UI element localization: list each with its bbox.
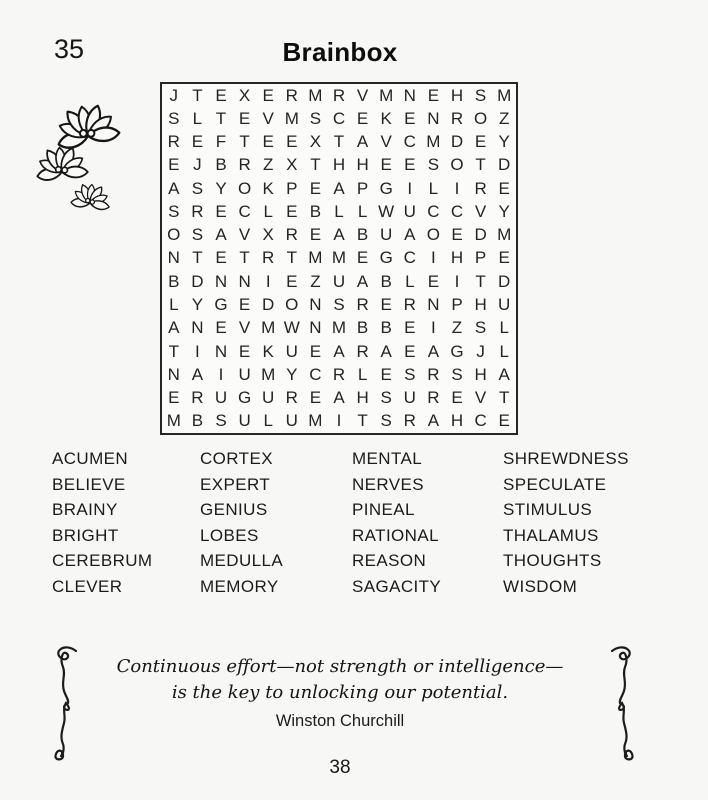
word-list-column bbox=[352, 446, 503, 599]
grid-cell[interactable]: A bbox=[498, 364, 510, 384]
grid-cell[interactable]: R bbox=[332, 85, 346, 105]
grid-cell[interactable]: E bbox=[309, 388, 322, 408]
word-list-item: MENTAL bbox=[352, 449, 423, 468]
grid-cell[interactable]: Z bbox=[499, 108, 510, 128]
grid-cell[interactable]: N bbox=[214, 271, 228, 291]
grid-cell[interactable]: A bbox=[356, 271, 369, 291]
grid-cell[interactable]: L bbox=[334, 201, 344, 221]
grid-cell[interactable]: O bbox=[237, 178, 252, 198]
grid-cell[interactable]: V bbox=[474, 388, 487, 408]
grid-cell[interactable]: A bbox=[191, 364, 204, 384]
word-list-item: CLEVER bbox=[52, 576, 123, 596]
grid-cell[interactable]: M bbox=[308, 411, 323, 431]
grid-cell[interactable]: T bbox=[192, 85, 203, 105]
grid-cell[interactable]: M bbox=[308, 85, 323, 105]
grid-cell[interactable]: L bbox=[357, 364, 368, 384]
grid-cell[interactable]: N bbox=[403, 85, 416, 105]
grid-cell[interactable]: G bbox=[379, 248, 393, 268]
grid-cell[interactable]: B bbox=[215, 155, 227, 175]
grid-cell[interactable]: M bbox=[331, 318, 347, 338]
grid-cell[interactable]: M bbox=[308, 248, 323, 268]
grid-cell[interactable]: I bbox=[195, 341, 200, 361]
grid-cell[interactable]: E bbox=[427, 85, 440, 105]
grid-cell[interactable]: N bbox=[167, 364, 180, 384]
grid-cell[interactable]: N bbox=[427, 108, 440, 128]
grid-cell[interactable]: V bbox=[380, 132, 392, 152]
grid-cell[interactable]: U bbox=[238, 364, 251, 384]
grid-cell[interactable]: E bbox=[238, 295, 251, 315]
word-list-column bbox=[503, 446, 643, 599]
grid-cell[interactable]: H bbox=[356, 388, 369, 408]
grid-cell[interactable]: V bbox=[262, 108, 274, 128]
grid-cell[interactable]: E bbox=[238, 108, 251, 128]
grid-cell[interactable]: T bbox=[357, 411, 368, 431]
grid-cell[interactable]: R bbox=[356, 341, 369, 361]
grid-cell[interactable]: E bbox=[404, 341, 416, 361]
grid-cell[interactable]: U bbox=[238, 411, 251, 431]
grid-cell[interactable]: S bbox=[380, 411, 392, 431]
grid-cell[interactable]: E bbox=[427, 271, 440, 291]
grid-cell[interactable]: I bbox=[265, 271, 271, 291]
grid-cell[interactable]: K bbox=[262, 178, 274, 198]
word-list-item: RATIONAL bbox=[352, 525, 439, 545]
grid-cell[interactable]: U bbox=[285, 341, 298, 361]
grid-cell[interactable]: P bbox=[356, 178, 369, 198]
grid-cell[interactable]: M bbox=[379, 85, 394, 105]
grid-cell[interactable]: U bbox=[498, 295, 511, 315]
grid-cell[interactable]: R bbox=[191, 388, 204, 408]
grid-cell[interactable]: T bbox=[168, 341, 179, 361]
grid-cell[interactable]: S bbox=[427, 155, 440, 175]
grid-cell[interactable]: S bbox=[168, 201, 180, 221]
grid-cell[interactable]: P bbox=[451, 295, 463, 315]
word-list-item: STIMULUS bbox=[503, 500, 593, 519]
grid-cell[interactable]: U bbox=[214, 388, 228, 408]
grid-cell[interactable]: U bbox=[403, 388, 416, 408]
grid-cell[interactable]: D bbox=[262, 295, 275, 315]
grid-cell[interactable]: B bbox=[356, 225, 369, 245]
grid-cell[interactable]: E bbox=[191, 132, 204, 152]
grid-cell[interactable]: G bbox=[379, 178, 393, 198]
grid-cell[interactable]: R bbox=[285, 388, 298, 408]
grid-cell[interactable]: E bbox=[498, 178, 510, 198]
grid-cell[interactable]: R bbox=[285, 225, 298, 245]
word-list-item: MEMORY bbox=[200, 576, 279, 596]
grid-cell[interactable]: I bbox=[336, 411, 342, 431]
grid-cell[interactable]: H bbox=[332, 155, 346, 175]
grid-cell[interactable]: L bbox=[499, 341, 509, 361]
grid-cell[interactable]: T bbox=[333, 132, 345, 152]
grid-cell[interactable]: K bbox=[262, 341, 274, 361]
grid-cell[interactable]: M bbox=[331, 248, 347, 268]
word-list-item: THALAMUS bbox=[503, 525, 599, 545]
grid-cell[interactable]: S bbox=[215, 411, 227, 431]
grid-cell[interactable]: M bbox=[284, 108, 299, 128]
word-list-item: WISDOM bbox=[503, 576, 578, 596]
grid-cell[interactable]: R bbox=[191, 201, 204, 221]
grid-cell[interactable]: V bbox=[356, 85, 369, 105]
quote-line-1: Continuous effort—not strength or intelligence— bbox=[116, 656, 564, 677]
grid-cell[interactable]: Z bbox=[263, 155, 274, 175]
word-list-item: CORTEX bbox=[200, 449, 273, 468]
grid-cell[interactable]: L bbox=[192, 108, 203, 128]
grid-cell[interactable]: H bbox=[474, 364, 487, 384]
grid-cell[interactable]: T bbox=[286, 248, 297, 268]
grid-cell[interactable]: C bbox=[450, 201, 464, 221]
grid-cell[interactable]: V bbox=[238, 318, 251, 338]
quote-attribution: Winston Churchill bbox=[275, 712, 405, 730]
grid-cell[interactable]: D bbox=[498, 271, 511, 291]
grid-cell[interactable]: A bbox=[427, 411, 440, 431]
grid-cell[interactable]: I bbox=[407, 178, 413, 198]
grid-cell[interactable]: R bbox=[403, 411, 416, 431]
grid-cell[interactable]: S bbox=[168, 108, 180, 128]
grid-cell[interactable]: M bbox=[426, 132, 441, 152]
grid-cell[interactable]: B bbox=[380, 318, 392, 338]
grid-cell[interactable]: M bbox=[261, 318, 276, 338]
grid-cell[interactable]: B bbox=[356, 318, 369, 338]
grid-cell[interactable]: H bbox=[450, 248, 464, 268]
grid-cell[interactable]: B bbox=[309, 201, 322, 221]
grid-cell[interactable]: L bbox=[263, 201, 273, 221]
grid-cell[interactable]: I bbox=[431, 318, 436, 338]
word-list-item: PINEAL bbox=[352, 500, 415, 519]
grid-cell[interactable]: T bbox=[239, 132, 250, 152]
grid-cell[interactable]: X bbox=[286, 155, 298, 175]
grid-cell[interactable]: L bbox=[428, 178, 439, 198]
grid-cell[interactable]: A bbox=[333, 178, 345, 198]
word-list-column bbox=[200, 446, 352, 599]
grid-cell[interactable]: E bbox=[451, 388, 463, 408]
grid-cell[interactable]: O bbox=[285, 295, 299, 315]
grid-cell[interactable]: Y bbox=[498, 132, 510, 152]
grid-cell[interactable]: E bbox=[238, 341, 251, 361]
grid-cell[interactable]: Y bbox=[498, 201, 510, 221]
grid-cell[interactable]: W bbox=[378, 201, 395, 221]
word-list-item: REASON bbox=[352, 551, 427, 570]
grid-cell[interactable]: O bbox=[450, 155, 464, 175]
grid-cell[interactable]: I bbox=[218, 364, 224, 384]
grid-cell[interactable]: D bbox=[450, 132, 464, 152]
grid-cell[interactable]: Z bbox=[451, 318, 463, 338]
grid-cell[interactable]: M bbox=[261, 364, 276, 384]
grid-cell[interactable]: N bbox=[191, 318, 204, 338]
grid-cell[interactable]: G bbox=[237, 388, 252, 408]
grid-cell[interactable]: L bbox=[357, 201, 368, 221]
grid-cell[interactable]: B bbox=[380, 271, 392, 291]
grid-cell[interactable]: R bbox=[427, 388, 440, 408]
lotus-flowers-icon bbox=[24, 90, 150, 222]
quote-line-2: is the key to unlocking our potential. bbox=[171, 681, 509, 703]
puzzle-number: 35 bbox=[54, 34, 85, 64]
word-list-item: ACUMEN bbox=[52, 449, 129, 468]
word-list-item: BRIGHT bbox=[52, 525, 119, 545]
grid-cell[interactable]: S bbox=[333, 295, 345, 315]
grid-cell[interactable]: V bbox=[238, 225, 251, 245]
grid-cell[interactable]: E bbox=[262, 85, 274, 105]
grid-cell[interactable]: A bbox=[168, 318, 180, 338]
grid-cell[interactable]: X bbox=[238, 85, 251, 105]
grid-cell[interactable]: E bbox=[286, 201, 298, 221]
grid-cell[interactable]: R bbox=[167, 132, 180, 152]
grid-cell[interactable]: Z bbox=[310, 271, 321, 291]
book-page-number: 38 bbox=[329, 757, 351, 778]
grid-cell[interactable]: E bbox=[168, 155, 180, 175]
grid-cell[interactable]: F bbox=[215, 132, 227, 152]
grid-cell[interactable]: S bbox=[474, 85, 487, 105]
grid-cell[interactable]: C bbox=[474, 411, 487, 431]
grid-cell[interactable]: E bbox=[286, 132, 298, 152]
grid-cell[interactable]: G bbox=[450, 341, 464, 361]
grid-cell[interactable]: U bbox=[332, 271, 346, 291]
grid-cell[interactable]: I bbox=[431, 248, 436, 268]
grid-cell[interactable]: D bbox=[191, 271, 204, 291]
word-list-item: NERVES bbox=[352, 474, 425, 494]
word-list-item: BRAINY bbox=[52, 500, 118, 519]
grid-cell[interactable]: E bbox=[262, 132, 274, 152]
grid-cell[interactable]: P bbox=[474, 248, 487, 268]
grid-cell[interactable]: E bbox=[380, 364, 392, 384]
grid-cell[interactable]: I bbox=[454, 178, 460, 198]
word-list-item: SAGACITY bbox=[352, 576, 442, 596]
word-list-column bbox=[52, 446, 200, 599]
grid-cell[interactable]: N bbox=[214, 341, 228, 361]
grid-cell[interactable]: R bbox=[262, 248, 275, 268]
grid-cell[interactable]: E bbox=[474, 132, 487, 152]
grid-cell[interactable]: E bbox=[168, 388, 180, 408]
word-list-item: THOUGHTS bbox=[503, 551, 602, 570]
grid-cell[interactable]: Y bbox=[215, 178, 227, 198]
grid-cell[interactable]: H bbox=[450, 411, 464, 431]
grid-cell[interactable]: V bbox=[474, 201, 487, 221]
grid-cell[interactable]: X bbox=[309, 132, 322, 152]
grid-cell[interactable]: M bbox=[497, 85, 512, 105]
grid-cell[interactable]: J bbox=[193, 155, 202, 175]
grid-cell[interactable]: R bbox=[238, 155, 251, 175]
grid-cell[interactable]: O bbox=[167, 225, 181, 245]
grid-cell[interactable]: S bbox=[309, 108, 322, 128]
grid-cell[interactable]: T bbox=[475, 155, 486, 175]
word-list-item: SPECULATE bbox=[503, 474, 607, 494]
grid-cell[interactable]: E bbox=[451, 225, 463, 245]
grid-cell[interactable]: S bbox=[191, 225, 204, 245]
grid-cell[interactable]: E bbox=[309, 178, 322, 198]
grid-cell[interactable]: U bbox=[403, 201, 416, 221]
grid-cell[interactable]: R bbox=[474, 178, 487, 198]
grid-cell[interactable]: E bbox=[286, 271, 298, 291]
grid-cell[interactable]: A bbox=[333, 341, 345, 361]
grid-cell[interactable]: C bbox=[403, 132, 416, 152]
grid-cell[interactable]: S bbox=[191, 178, 204, 198]
grid-cell[interactable]: I bbox=[454, 271, 460, 291]
grid-cell[interactable]: A bbox=[215, 225, 227, 245]
grid-cell[interactable]: A bbox=[168, 178, 180, 198]
grid-cell[interactable]: S bbox=[451, 364, 463, 384]
grid-cell[interactable]: C bbox=[309, 364, 322, 384]
page-title: Brainbox bbox=[282, 37, 398, 67]
grid-cell[interactable]: A bbox=[333, 225, 345, 245]
grid-cell[interactable]: C bbox=[403, 248, 416, 268]
grid-cell[interactable]: U bbox=[380, 225, 393, 245]
grid-cell[interactable]: N bbox=[309, 295, 322, 315]
word-list-item: SHREWDNESS bbox=[503, 449, 629, 468]
grid-cell[interactable]: T bbox=[310, 155, 321, 175]
grid-cell[interactable]: X bbox=[262, 225, 274, 245]
grid-cell[interactable]: D bbox=[498, 155, 511, 175]
grid-cell[interactable]: N bbox=[309, 318, 322, 338]
grid-cell[interactable]: L bbox=[263, 411, 273, 431]
grid-cell[interactable]: E bbox=[215, 248, 227, 268]
grid-cell[interactable]: E bbox=[215, 85, 227, 105]
grid-cell[interactable]: W bbox=[283, 318, 300, 338]
grid-cell[interactable]: P bbox=[286, 178, 298, 198]
grid-cell[interactable]: R bbox=[403, 295, 416, 315]
grid-cell[interactable]: C bbox=[238, 201, 251, 221]
grid-cell[interactable]: C bbox=[332, 108, 346, 128]
grid-cell[interactable]: H bbox=[450, 85, 464, 105]
grid-cell[interactable]: R bbox=[427, 364, 440, 384]
grid-cell[interactable]: J bbox=[476, 341, 485, 361]
grid-cell[interactable]: M bbox=[497, 225, 512, 245]
grid-cell[interactable]: H bbox=[474, 295, 487, 315]
grid-cell[interactable]: T bbox=[192, 248, 203, 268]
grid-cell[interactable]: T bbox=[499, 388, 510, 408]
word-list-item: CEREBRUM bbox=[52, 551, 153, 570]
grid-cell[interactable]: A bbox=[404, 225, 416, 245]
grid-cell[interactable]: E bbox=[215, 318, 227, 338]
grid-cell[interactable]: A bbox=[427, 341, 440, 361]
grid-cell[interactable]: O bbox=[426, 225, 440, 245]
grid-cell[interactable]: S bbox=[474, 318, 487, 338]
grid-cell[interactable]: O bbox=[473, 108, 488, 128]
grid-cell[interactable]: U bbox=[262, 388, 275, 408]
grid-cell[interactable]: E bbox=[404, 108, 416, 128]
word-list-item: MEDULLA bbox=[200, 551, 284, 570]
grid-cell[interactable]: T bbox=[475, 271, 486, 291]
word-list-item: BELIEVE bbox=[52, 474, 126, 494]
grid-cell[interactable]: D bbox=[474, 225, 487, 245]
grid-cell[interactable]: Y bbox=[191, 295, 204, 315]
grid-cell[interactable]: E bbox=[404, 318, 416, 338]
grid-cell[interactable]: B bbox=[168, 271, 180, 291]
grid-cell[interactable]: R bbox=[332, 364, 346, 384]
grid-cell[interactable]: C bbox=[427, 201, 440, 221]
grid-cell[interactable]: E bbox=[498, 248, 510, 268]
grid-cell[interactable]: E bbox=[380, 155, 392, 175]
grid-cell[interactable]: S bbox=[404, 364, 416, 384]
word-list-item: EXPERT bbox=[200, 474, 271, 494]
grid-cell[interactable]: T bbox=[239, 248, 250, 268]
grid-cell[interactable]: N bbox=[167, 248, 180, 268]
grid-cell[interactable]: E bbox=[404, 155, 416, 175]
grid-cell[interactable]: T bbox=[215, 108, 227, 128]
word-list bbox=[52, 446, 643, 599]
word-list-item: GENIUS bbox=[200, 500, 268, 519]
grid-cell[interactable]: U bbox=[285, 411, 298, 431]
grid-cell[interactable]: A bbox=[380, 341, 392, 361]
grid-cell[interactable]: G bbox=[214, 295, 228, 315]
grid-cell[interactable]: E bbox=[356, 108, 369, 128]
grid-cell[interactable]: L bbox=[499, 318, 509, 338]
grid-cell[interactable]: E bbox=[498, 411, 510, 431]
grid-cell[interactable]: L bbox=[169, 295, 179, 315]
grid-cell[interactable]: Y bbox=[286, 364, 298, 384]
grid-cell[interactable]: R bbox=[285, 85, 298, 105]
grid-cell[interactable]: K bbox=[380, 108, 392, 128]
grid-cell[interactable]: J bbox=[169, 85, 179, 105]
grid-cell[interactable]: R bbox=[450, 108, 464, 128]
grid-cell[interactable]: R bbox=[356, 295, 369, 315]
grid-cell[interactable]: S bbox=[380, 388, 392, 408]
grid-cell[interactable]: M bbox=[166, 411, 181, 431]
grid-cell[interactable]: A bbox=[356, 132, 369, 152]
grid-cell[interactable]: E bbox=[380, 295, 392, 315]
grid-cell[interactable]: L bbox=[405, 271, 415, 291]
grid-cell[interactable]: N bbox=[238, 271, 251, 291]
grid-cell[interactable]: B bbox=[191, 411, 204, 431]
grid-cell[interactable]: E bbox=[309, 225, 322, 245]
grid-cell[interactable]: E bbox=[215, 201, 227, 221]
word-list-item: LOBES bbox=[200, 525, 259, 545]
quote-block bbox=[0, 654, 680, 705]
grid-cell[interactable]: N bbox=[427, 295, 440, 315]
grid-cell[interactable]: A bbox=[333, 388, 345, 408]
grid-cell[interactable]: E bbox=[309, 341, 322, 361]
word-search-grid[interactable] bbox=[160, 82, 518, 435]
grid-cell[interactable]: H bbox=[356, 155, 369, 175]
grid-cell[interactable]: E bbox=[356, 248, 369, 268]
